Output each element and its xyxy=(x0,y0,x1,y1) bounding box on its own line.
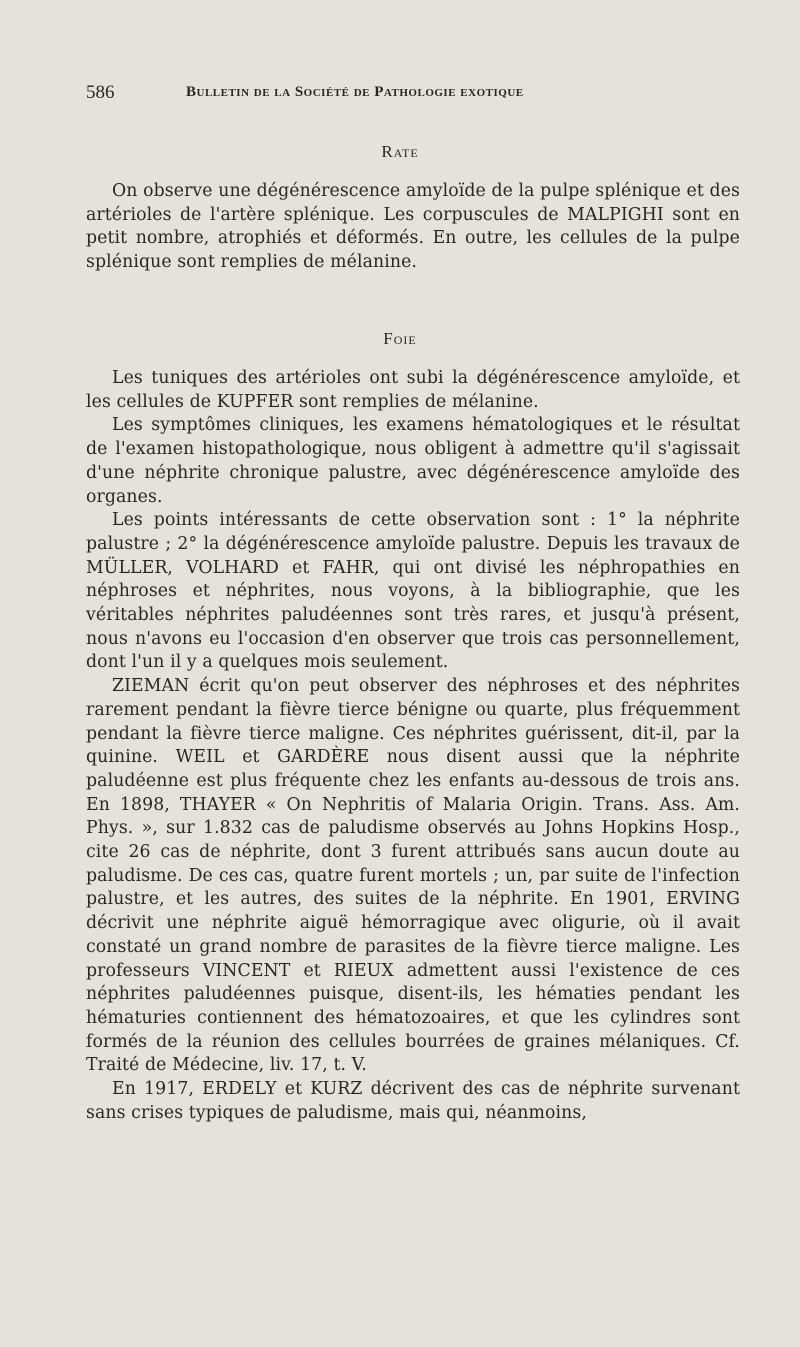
page-header xyxy=(86,82,730,106)
paragraph-foie-2: Les symptômes cliniques, les examens hématologiques et le résultat de l'examen histopathologique, nous obligent à admettre qu'il s'agissait d'une néphrite chronique palustre, avec dégénérescence amyloïde des organes. xyxy=(86,415,740,507)
page-number: 586 xyxy=(86,82,115,103)
section-title-rate: Rate xyxy=(381,142,419,161)
paragraph-foie xyxy=(86,367,740,1126)
paragraph-foie-5: En 1917, ERDELY et KURZ décrivent des cas de néphrite survenant sans crises typiques de paludisme, mais qui, néanmoins, xyxy=(86,1079,740,1123)
paragraph-foie-3: Les points intéressants de cette observation sont : 1° la néphrite palustre ; 2° la dégénérescence amyloïde palustre. Depuis les travaux de MÜLLER, VOLHARD et FAHR, qui ont divisé les néphropathies en néphroses et néphrites, nous voyons, à la bibliographie, que les véritables néphrites paludéennes sont très rares, et jusqu'à présent, nous n'avons eu l'occasion d'en observer que trois cas personnellement, dont l'un il y a quelques mois seulement. xyxy=(86,510,740,673)
section-title-foie: Foie xyxy=(383,329,417,348)
paragraph-rate: On observe une dégénérescence amyloïde de la pulpe splénique et des artérioles de l'artère splénique. Les corpuscules de MALPIGHI sont en petit nombre, atrophiés et déformés. En outre, les cellules de la pulpe splénique sont remplies de mélanine. xyxy=(86,181,740,273)
running-title: Bulletin de la Société de Pathologie exotique xyxy=(186,84,524,100)
paragraph-foie-1: Les tuniques des artérioles ont subi la dégénérescence amyloïde, et les cellules de KUPFER sont remplies de mélanine. xyxy=(86,368,740,412)
paragraph-foie-4: ZIEMAN écrit qu'on peut observer des néphroses et des néphrites rarement pendant la fièvre tierce bénigne ou quarte, plus fréquemment pendant la fièvre tierce maligne. Ces néphrites guérissent, dit-il, par la quinine. WEIL et GARDÈRE nous disent aussi que la néphrite paludéenne est plus fréquente chez les enfants au-dessous de trois ans. En 1898, THAYER « On Nephritis of Malaria Origin. Trans. Ass. Am. Phys. », sur 1.832 cas de paludisme observés au Johns Hopkins Hosp., cite 26 cas de néphrite, dont 3 furent attribués sans aucun doute au paludisme. De ces cas, quatre furent mortels ; un, par suite de l'infection palustre, et les autres, des suites de la néphrite. En 1901, ERVING décrivit une néphrite aiguë hémorragique avec oligurie, où il avait constaté un grand nombre de parasites de la fièvre tierce maligne. Les professeurs VINCENT et RIEUX admettent aussi l'existence de ces néphrites paludéennes puisque, disent-ils, les hématies pendant les hématuries contiennent des hématozoaires, et que les cylindres sont formés de la réunion des cellules bourrées de graines mélaniques. Cf. Traité de Médecine, liv. 17, t. V. xyxy=(86,676,740,1076)
